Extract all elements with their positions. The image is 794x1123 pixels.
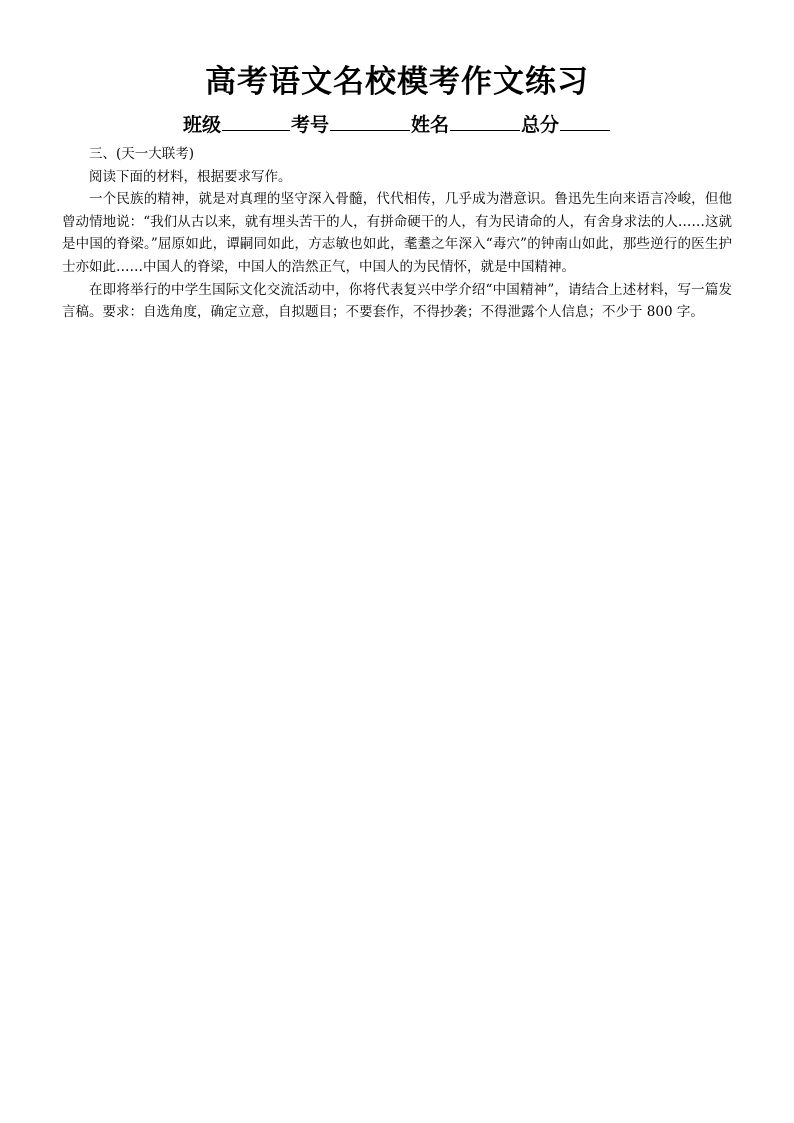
score-label: 总分 xyxy=(521,114,560,136)
instruction-text: 阅读下面的材料，根据要求写作。 xyxy=(89,168,292,185)
class-label: 班级 xyxy=(182,114,221,136)
name-label: 姓名 xyxy=(411,114,450,136)
score-blank xyxy=(560,112,610,131)
material-paragraph: 一个民族的精神，就是对真理的坚守深入骨髓，代代相传，几乎成为潜意识。鲁迅先生向来语言冷峻，但他曾动情地说：“我们从古以来，就有埋头苦干的人，有拼命硬干的人，有为民请命的人，有舍身求法的人……这就是中国的脊梁。”屈原如此，谭嗣同如此，方志敏也如此，耄耋之年深入“毒穴”的钟南山如此，那些逆行的医生护士亦如此……中国人的脊梁，中国人的浩然正气，中国人的为民情怀，就是中国精神。 xyxy=(62,191,732,275)
essay-prompt xyxy=(62,143,732,324)
section-heading: 三、(天一大联考) xyxy=(89,146,195,162)
page-title: 高考语文名校模考作文练习 xyxy=(205,64,589,100)
exam-number-label: 考号 xyxy=(290,114,329,136)
task-paragraph: 在即将举行的中学生国际文化交流活动中，你将代表复兴中学介绍“中国精神”，请结合上述材料，写一篇发言稿。要求：自选角度，确定立意，自拟题目；不要套作，不得抄袭；不得泄露个人信息；不少于 800 字。 xyxy=(62,281,732,321)
name-blank xyxy=(450,112,520,131)
class-blank xyxy=(222,112,290,131)
student-info-line xyxy=(0,112,794,138)
exam-number-blank xyxy=(330,112,410,131)
